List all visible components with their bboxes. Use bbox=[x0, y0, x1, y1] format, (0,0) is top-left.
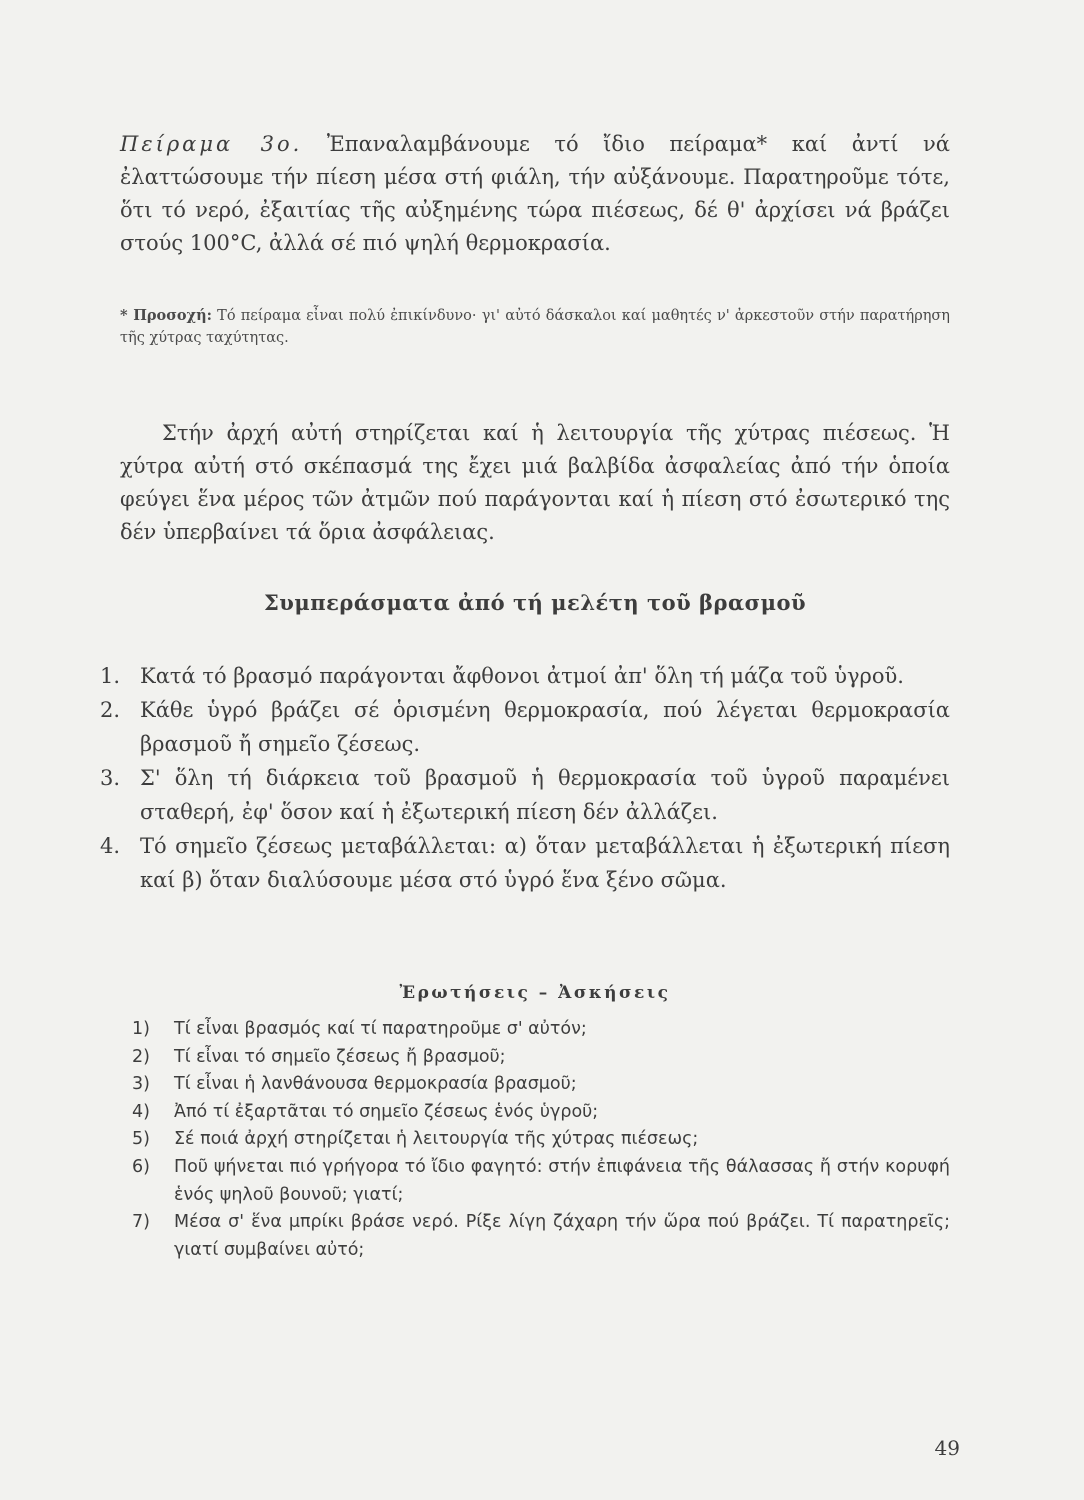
pressure-cooker-paragraph bbox=[120, 417, 950, 549]
item-text: Τί εἶναι ἡ λανθάνουσα θερμοκρασία βρασμοῦ; bbox=[174, 1074, 577, 1095]
list-item bbox=[132, 1016, 950, 1044]
page-number: 49 bbox=[934, 1436, 960, 1460]
experiment-lead: Πείραμα 3ο. bbox=[120, 132, 303, 156]
item-text: Τί εἶναι βρασμός καί τί παρατηροῦμε σ' αὐτόν; bbox=[174, 1019, 587, 1039]
item-text: Κατά τό βρασμό παράγονται ἄφθονοι ἀτμοί ἀπ' ὅλη τή μάζα τοῦ ὑγροῦ. bbox=[140, 664, 904, 688]
questions-heading: Ἐρωτήσεις – Ἀσκήσεις bbox=[399, 983, 671, 1003]
list-item bbox=[132, 1099, 950, 1127]
item-number: 3. bbox=[100, 766, 121, 790]
conclusions-list bbox=[100, 659, 950, 897]
footnote-text: Τό πείραμα εἶναι πολύ ἐπικίνδυνο· γι' αὐτό δάσκαλοι καί μαθητές ν' ἀρκεστοῦν στήν παρατήρηση τῆς χύτρας ταχύτητας. bbox=[120, 308, 950, 346]
item-text: Μέσα σ' ἕνα μπρίκι βράσε νερό. Ρίξε λίγη ζάχαρη τήν ὥρα πού βράζει. Τί παρατηρεῖς; γιατί συμβαίνει αὐτό; bbox=[174, 1212, 950, 1260]
conclusions-heading: Συμπεράσματα ἀπό τή μελέτη τοῦ βρασμοῦ bbox=[263, 590, 807, 615]
item-number: 7) bbox=[132, 1212, 150, 1233]
list-item bbox=[132, 1071, 950, 1099]
list-item bbox=[132, 1209, 950, 1264]
list-item bbox=[100, 659, 950, 693]
item-number: 3) bbox=[132, 1074, 150, 1095]
item-text: Τό σημεῖο ζέσεως μεταβάλλεται: α) ὅταν μεταβάλλεται ἡ ἐξωτερική πίεση καί β) ὅταν διαλύσουμε μέσα στό ὑγρό ἕνα ξένο σῶμα. bbox=[140, 834, 950, 892]
list-item bbox=[100, 693, 950, 761]
list-item bbox=[132, 1126, 950, 1154]
item-number: 2. bbox=[100, 698, 121, 722]
experiment-paragraph bbox=[120, 128, 950, 260]
item-text: Τί εἶναι τό σημεῖο ζέσεως ἤ βρασμοῦ; bbox=[174, 1046, 506, 1067]
item-number: 5) bbox=[132, 1129, 150, 1150]
item-text: Κάθε ὑγρό βράζει σέ ὁρισμένη θερμοκρασία, πού λέγεται θερμοκρασία βρασμοῦ ἤ σημεῖο ζέσεως. bbox=[140, 698, 950, 756]
list-item bbox=[100, 761, 950, 829]
experiment-text: Ἐπαναλαμβάνουμε τό ἴδιο πείραμα* καί ἀντί νά ἐλαττώσουμε τήν πίεση μέσα στή φιάλη, τήν αὐξάνουμε. Παρατηροῦμε τότε, ὅτι τό νερό, ἐξαιτίας τῆς αὐξημένης τώρα πιέσεως, δέ θ' ἀρχίσει νά βράζει στούς 100°C, ἀλλά σέ πιό ψηλή θερμοκρασία. bbox=[120, 132, 950, 255]
list-item bbox=[132, 1044, 950, 1072]
footnote-label: * Προσοχή: bbox=[120, 307, 212, 324]
item-number: 2) bbox=[132, 1046, 150, 1067]
questions-list bbox=[132, 1016, 950, 1264]
item-text: Ἀπό τί ἐξαρτᾶται τό σημεῖο ζέσεως ἑνός ὑγροῦ; bbox=[174, 1101, 599, 1122]
footnote bbox=[120, 305, 950, 349]
item-number: 4. bbox=[100, 834, 121, 858]
item-text: Σέ ποιά ἀρχή στηρίζεται ἡ λειτουργία τῆς χύτρας πιέσεως; bbox=[174, 1129, 699, 1150]
list-item bbox=[100, 829, 950, 897]
item-number: 1) bbox=[132, 1019, 150, 1039]
item-number: 1. bbox=[100, 664, 121, 688]
item-text: Ποῦ ψήνεται πιό γρήγορα τό ἴδιο φαγητό: στήν ἐπιφάνεια τῆς θάλασσας ἤ στήν κορυφή ἑνός ψηλοῦ βουνοῦ; γιατί; bbox=[174, 1156, 950, 1205]
list-item bbox=[132, 1154, 950, 1209]
item-text: Σ' ὅλη τή διάρκεια τοῦ βρασμοῦ ἡ θερμοκρασία τοῦ ὑγροῦ παραμένει σταθερή, ἐφ' ὅσον καί ἡ ἐξωτερική πίεση δέν ἀλλάζει. bbox=[140, 766, 950, 824]
item-number: 4) bbox=[132, 1101, 150, 1122]
pressure-cooker-text: Στήν ἀρχή αὐτή στηρίζεται καί ἡ λειτουργία τῆς χύτρας πιέσεως. Ἡ χύτρα αὐτή στό σκέπασμά της ἔχει μιά βαλβίδα ἀσφαλείας ἀπό τήν ὁποία φεύγει ἕνα μέρος τῶν ἀτμῶν πού παράγονται καί ἡ πίεση στό ἐσωτερικό της δέν ὑπερβαίνει τά ὅρια ἀσφάλειας. bbox=[120, 421, 950, 544]
item-number: 6) bbox=[132, 1156, 150, 1177]
